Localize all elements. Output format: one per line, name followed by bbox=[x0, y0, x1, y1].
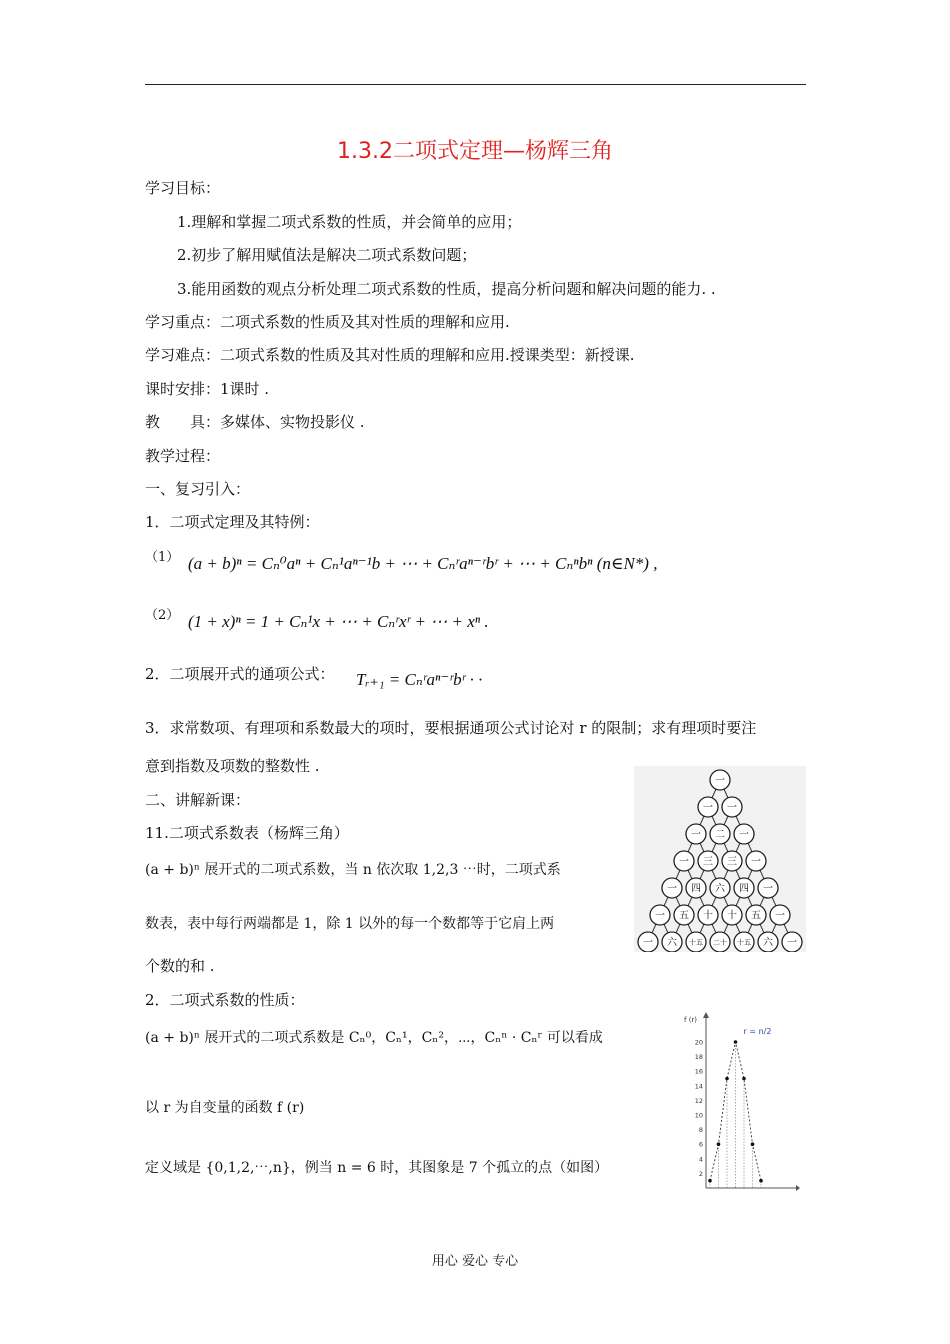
triangle-node-label: 三 bbox=[727, 856, 737, 868]
x-axis-arrow bbox=[796, 1185, 800, 1191]
triangle-node-label: 三 bbox=[703, 856, 713, 868]
para-2b: 以 r 为自变量的函数 f (r) bbox=[145, 1100, 305, 1116]
y-tick-label: 12 bbox=[694, 1096, 703, 1105]
triangle-node-label: 四 bbox=[691, 883, 701, 895]
review-item-2: 2．二项展开式的通项公式： bbox=[145, 665, 335, 683]
triangle-node-label: 十 bbox=[703, 910, 713, 922]
formula-1: (a + b)ⁿ = Cₙ⁰aⁿ + Cₙ¹aⁿ⁻¹b + ⋯ + Cₙʳaⁿ⁻ʳbʳ + ⋯ + Cₙⁿbⁿ (n∈N*) , bbox=[188, 554, 658, 573]
triangle-node-label: 一 bbox=[787, 937, 797, 949]
triangle-node-label: 一 bbox=[643, 937, 653, 949]
y-tick-label: 14 bbox=[694, 1082, 703, 1091]
review-item-3a: 3．求常数项、有理项和系数最大的项时，要根据通项公式讨论对 r 的限制；求有理项时要注 bbox=[145, 719, 757, 737]
footer-motto: 用心 爱心 专心 bbox=[431, 1254, 519, 1269]
y-tick-label: 16 bbox=[694, 1067, 703, 1076]
yanghui-triangle bbox=[634, 766, 806, 952]
goal-2: 2.初步了解用赋值法是解决二项式系数问题； bbox=[177, 246, 477, 264]
data-point bbox=[734, 1040, 738, 1044]
data-point bbox=[751, 1142, 755, 1146]
formula-3: Tᵣ₊₁ = Cₙʳaⁿ⁻ʳbʳ · · bbox=[356, 670, 483, 689]
para-1b: 数表，表中每行两端都是 1，除 1 以外的每一个数都等于它肩上两 bbox=[145, 916, 555, 932]
class-time: 课时安排：1课时 . bbox=[145, 380, 270, 398]
triangle-node-label: 一 bbox=[703, 802, 713, 814]
y-axis-arrow bbox=[703, 1012, 709, 1018]
triangle-node-label: 十五 bbox=[689, 938, 703, 947]
triangle-node-label: 一 bbox=[739, 829, 749, 841]
y-tick-label: 20 bbox=[694, 1038, 703, 1047]
triangle-node-label: 一 bbox=[655, 910, 665, 922]
para-1c: 个数的和 . bbox=[145, 957, 215, 975]
para-2c: 定义域是 {0,1,2,⋯,n}，例当 n = 6 时，其图象是 7 个孤立的点（如图） bbox=[145, 1160, 609, 1176]
header-rule bbox=[145, 84, 806, 85]
triangle-node-label: 一 bbox=[727, 802, 737, 814]
triangle-node-label: 二十 bbox=[713, 938, 727, 947]
triangle-node-label: 五 bbox=[679, 910, 689, 922]
key-points: 学习重点：二项式系数的性质及其对性质的理解和应用. bbox=[145, 313, 510, 331]
review-item-1: 1．二项式定理及其特例： bbox=[145, 513, 320, 531]
y-tick-label: 18 bbox=[694, 1053, 703, 1062]
data-point bbox=[725, 1077, 729, 1081]
formula-2-label: （2） bbox=[145, 608, 180, 623]
triangle-node-label: 一 bbox=[691, 829, 701, 841]
para-2a: (a + b)ⁿ 展开式的二项式系数是 Cₙ⁰，Cₙ¹，Cₙ²，⋯，Cₙⁿ · Cₙʳ 可以看成 bbox=[145, 1030, 603, 1046]
formula-2: (1 + x)ⁿ = 1 + Cₙ¹x + ⋯ + Cₙʳxʳ + ⋯ + xⁿ . bbox=[188, 612, 489, 631]
page-title: 1.3.2二项式定理—杨辉三角 bbox=[337, 139, 613, 164]
formula-1-label: （1） bbox=[145, 550, 180, 565]
data-point bbox=[742, 1077, 746, 1081]
y-tick-label: 2 bbox=[698, 1169, 703, 1178]
para-1a: (a + b)ⁿ 展开式的二项式系数，当 n 依次取 1,2,3 ⋯时，二项式系 bbox=[145, 862, 561, 878]
triangle-node-label: 四 bbox=[739, 883, 749, 895]
triangle-node-label: 一 bbox=[679, 856, 689, 868]
process-heading: 教学过程： bbox=[145, 447, 221, 465]
y-tick-label: 6 bbox=[698, 1140, 703, 1149]
goals-heading: 学习目标： bbox=[145, 179, 221, 197]
triangle-node-label: 一 bbox=[775, 910, 785, 922]
goal-3: 3.能用函数的观点分析处理二项式系数的性质，提高分析问题和解决问题的能力. . bbox=[177, 280, 716, 298]
data-point bbox=[717, 1142, 721, 1146]
y-tick-label: 4 bbox=[698, 1155, 703, 1164]
y-tick-label: 8 bbox=[698, 1126, 703, 1135]
triangle-node-label: 一 bbox=[715, 775, 725, 787]
triangle-node-label: 一 bbox=[667, 883, 677, 895]
triangle-node-label: 六 bbox=[667, 937, 677, 949]
data-point bbox=[759, 1179, 763, 1183]
triangle-node-label: 十 bbox=[727, 910, 737, 922]
new-item-1: 11.二项式系数表（杨辉三角） bbox=[145, 824, 349, 842]
section-new: 二、讲解新课： bbox=[145, 791, 251, 809]
review-item-3b: 意到指数及项数的整数性 . bbox=[145, 757, 320, 775]
difficulties: 学习难点：二项式系数的性质及其对性质的理解和应用.授课类型：新授课. bbox=[145, 346, 635, 364]
triangle-node-label: 五 bbox=[751, 910, 761, 922]
triangle-node-label: 六 bbox=[715, 883, 725, 895]
teaching-tools: 教 具：多媒体、实物投影仪 . bbox=[145, 413, 365, 431]
section-review: 一、复习引入： bbox=[145, 480, 251, 498]
goal-1: 1.理解和掌握二项式系数的性质，并会简单的应用； bbox=[177, 213, 522, 231]
y-axis-label: f (r) bbox=[684, 1016, 698, 1024]
triangle-node-label: 十五 bbox=[737, 938, 751, 947]
axis-annotation: r = n/2 bbox=[743, 1027, 772, 1036]
triangle-node-label: 六 bbox=[763, 937, 773, 949]
triangle-node-label: 一 bbox=[751, 856, 761, 868]
binomial-coefficient-graph bbox=[676, 1010, 800, 1200]
y-tick-label: 10 bbox=[694, 1111, 703, 1120]
data-point bbox=[708, 1179, 712, 1183]
triangle-node-label: 二 bbox=[715, 829, 725, 841]
triangle-node-label: 一 bbox=[763, 883, 773, 895]
new-item-2: 2．二项式系数的性质： bbox=[145, 991, 305, 1009]
